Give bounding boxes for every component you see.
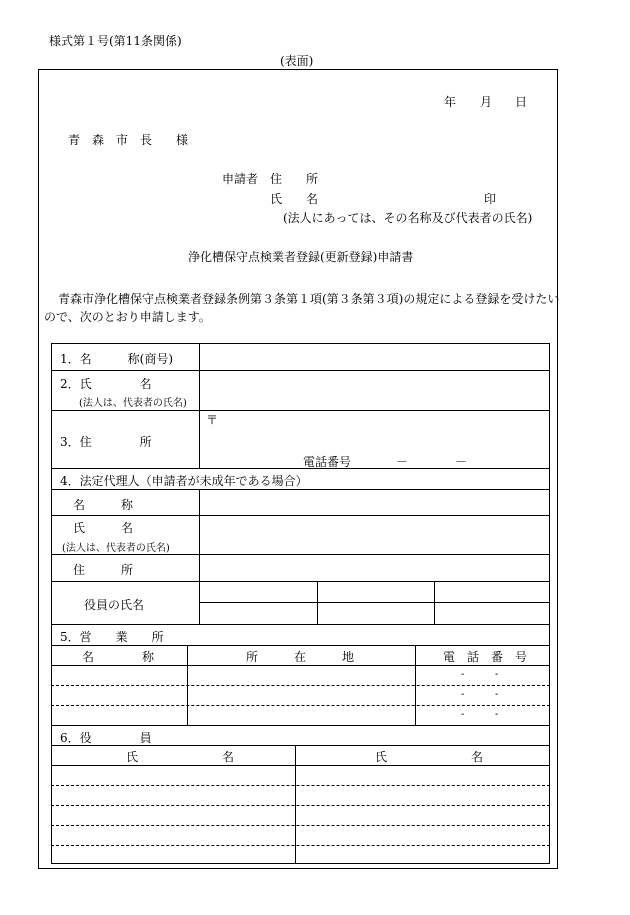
- office-header-phone: 電 話 番 号: [443, 650, 528, 664]
- date-year: 年: [444, 95, 457, 109]
- row-name-label: 1．名 称(商号): [60, 352, 173, 366]
- phone-sep-1: －: [396, 455, 409, 469]
- office-phone-dash: -: [495, 709, 499, 720]
- applicant-address-label: 住 所: [270, 172, 319, 186]
- row-address-label: 3．住 所: [60, 435, 152, 449]
- side-label: (表面): [280, 54, 314, 68]
- office-header-address: 所 在 地: [246, 650, 355, 664]
- row-agent-label: 4．法定代理人（申請者が未成年である場合）: [60, 474, 308, 488]
- addressee: 青 森 市 長 様: [68, 133, 189, 147]
- body-line-1: 青森市浄化槽保守点検業者登録条例第３条第１項(第３条第３項)の規定による登録を受けたい: [58, 292, 560, 306]
- date-day: 日: [515, 95, 528, 109]
- office-phone-dash: -: [495, 689, 499, 700]
- row-person-note: (法人は、代表者の氏名): [79, 398, 187, 409]
- office-header-name: 名 称: [82, 650, 155, 664]
- row-office-label: 5．営 業 所: [60, 630, 164, 644]
- agent-person-note: (法人は、代表者の氏名): [62, 543, 170, 554]
- agent-officers-label: 役員の氏名: [84, 598, 145, 612]
- office-phone-dash: -: [461, 709, 465, 720]
- office-phone-dash: -: [495, 669, 499, 680]
- phone-label: 電話番号: [303, 455, 352, 469]
- postal-mark: 〒: [206, 413, 219, 427]
- officer-header-right: 氏 名: [375, 750, 484, 764]
- applicant-label: 申請者: [222, 172, 259, 186]
- applicant-note: (法人にあっては、その名称及び代表者の氏名): [283, 211, 533, 225]
- agent-name-label: 名 称: [73, 498, 134, 512]
- phone-sep-2: －: [455, 455, 468, 469]
- seal-mark: 印: [484, 192, 497, 206]
- agent-person-label: 氏 名: [73, 521, 134, 535]
- body-line-2: ので、次のとおり申請します。: [44, 310, 211, 324]
- office-phone-dash: -: [461, 669, 465, 680]
- document-title: 浄化槽保守点検業者登録(更新登録)申請書: [188, 250, 414, 264]
- row-officers-label: 6．役 員: [60, 731, 152, 745]
- row-person-label: 2．氏 名: [60, 377, 152, 391]
- officer-header-left: 氏 名: [126, 750, 235, 764]
- applicant-name-label: 氏 名: [270, 192, 319, 206]
- agent-address-label: 住 所: [73, 563, 134, 577]
- office-phone-dash: -: [461, 689, 465, 700]
- date-month: 月: [480, 95, 493, 109]
- form-number: 様式第１号(第11条関係): [49, 34, 182, 48]
